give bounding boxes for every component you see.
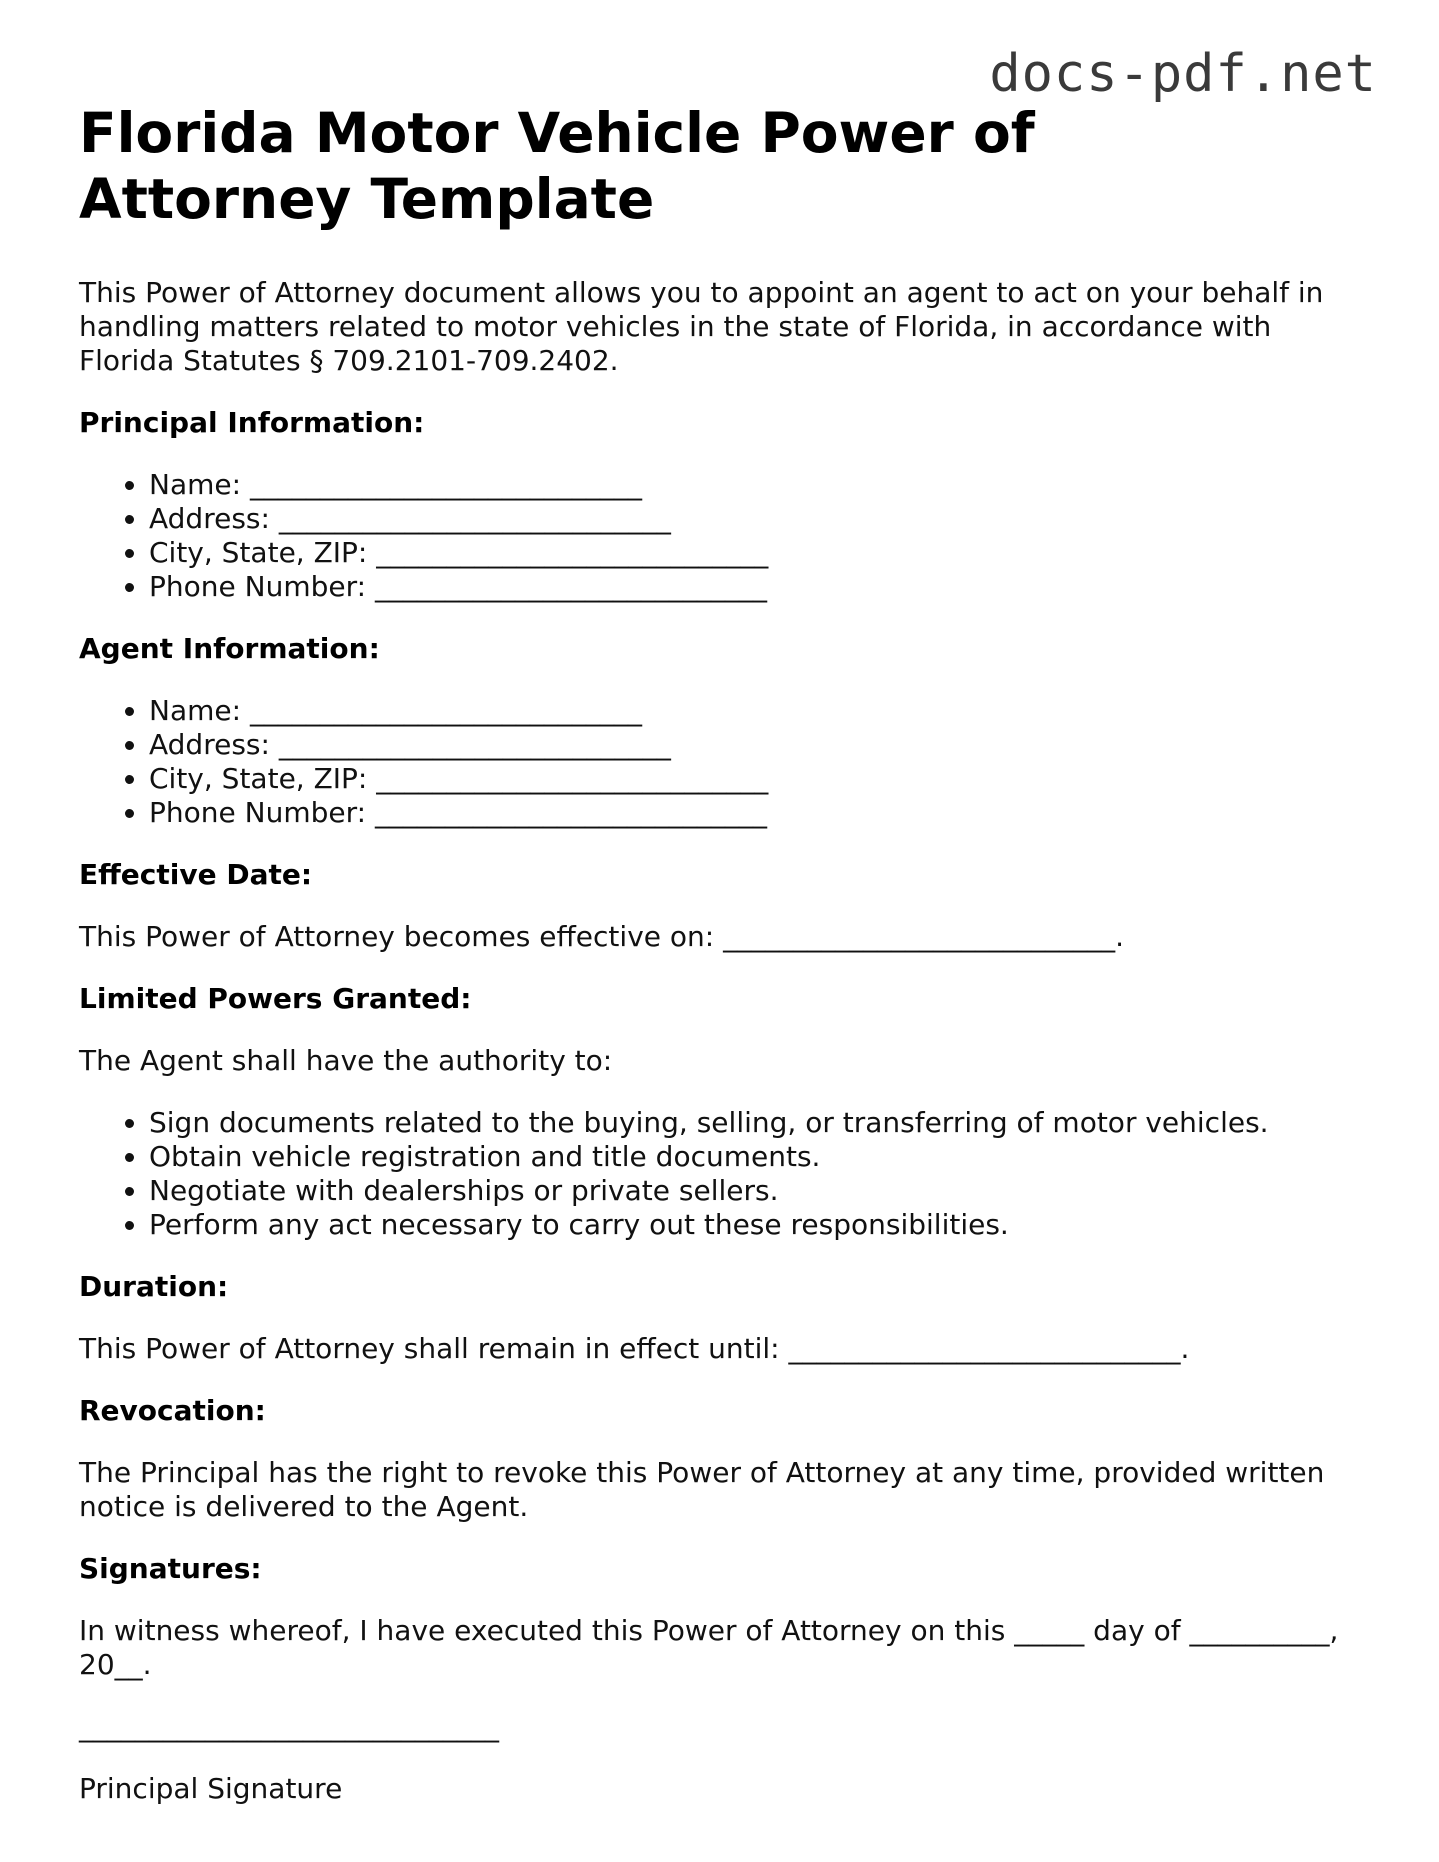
agent-address-field: • Address: ____________________________ bbox=[149, 728, 1369, 762]
principal-phone-field: • Phone Number: ____________________________ bbox=[149, 570, 1369, 604]
power-item: • Negotiate with dealerships or private sellers. bbox=[149, 1174, 1369, 1208]
revocation-heading: Revocation: bbox=[79, 1394, 266, 1427]
agent-city-state-zip-field: • City, State, ZIP: ____________________________ bbox=[149, 762, 1369, 796]
duration-text: This Power of Attorney shall remain in effect until: ____________________________. bbox=[79, 1332, 1190, 1365]
powers-list bbox=[79, 1106, 1369, 1242]
page-title: Florida Motor Vehicle Power of Attorney Template bbox=[79, 101, 1035, 231]
signatures-text: In witness whereof, I have executed this Power of Attorney on this _____ day of __________, 20__. bbox=[79, 1614, 1339, 1681]
principal-heading: Principal Information: bbox=[79, 406, 425, 439]
principal-fields bbox=[79, 468, 1369, 604]
power-item: • Sign documents related to the buying, selling, or transferring of motor vehicles. bbox=[149, 1106, 1369, 1140]
agent-name-field: • Name: ____________________________ bbox=[149, 694, 1369, 728]
principal-city-state-zip-field: • City, State, ZIP: ____________________________ bbox=[149, 536, 1369, 570]
powers-heading: Limited Powers Granted: bbox=[79, 982, 472, 1015]
agent-phone-field: • Phone Number: ____________________________ bbox=[149, 796, 1369, 830]
revocation-text: The Principal has the right to revoke this Power of Attorney at any time, provided written notice is delivered to the Agent. bbox=[79, 1456, 1325, 1523]
principal-signature-label: Principal Signature bbox=[79, 1772, 343, 1805]
principal-address-field: • Address: ____________________________ bbox=[149, 502, 1369, 536]
powers-intro: The Agent shall have the authority to: bbox=[79, 1044, 613, 1077]
power-item: • Obtain vehicle registration and title documents. bbox=[149, 1140, 1369, 1174]
duration-heading: Duration: bbox=[79, 1270, 229, 1303]
agent-heading: Agent Information: bbox=[79, 632, 380, 665]
principal-signature-line: ______________________________ bbox=[79, 1710, 499, 1743]
watermark: docs-pdf.net bbox=[989, 44, 1377, 104]
signatures-heading: Signatures: bbox=[79, 1552, 262, 1585]
power-item: • Perform any act necessary to carry out these responsibilities. bbox=[149, 1208, 1369, 1242]
intro-paragraph: This Power of Attorney document allows you to appoint an agent to act on your behalf in handling matters related to motor vehicles in the state of Florida, in accordance with Florida Statutes § 709.2101-709.2402. bbox=[79, 276, 1324, 377]
effective-date-heading: Effective Date: bbox=[79, 858, 313, 891]
agent-fields bbox=[79, 694, 1369, 830]
document-page bbox=[79, 100, 1369, 1834]
effective-date-text: This Power of Attorney becomes effective on: ____________________________. bbox=[79, 920, 1124, 953]
principal-name-field: • Name: ____________________________ bbox=[149, 468, 1369, 502]
